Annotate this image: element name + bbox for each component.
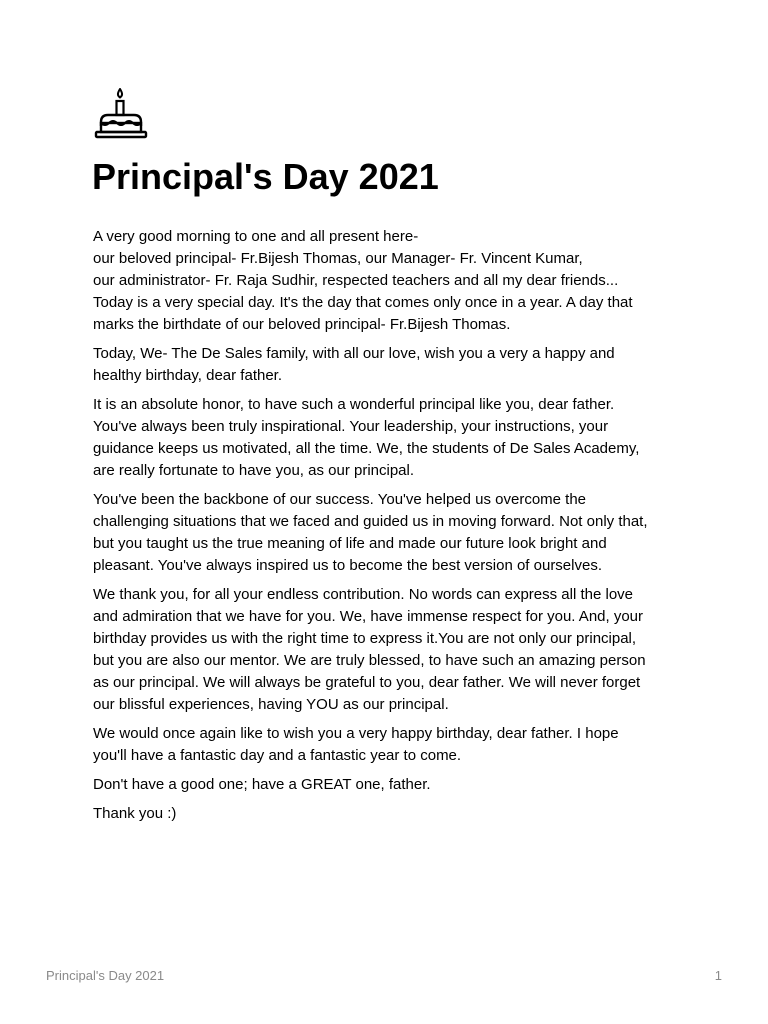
- document-body: [93, 226, 683, 832]
- footer-page-number: 1: [714, 968, 722, 983]
- text-line: A very good morning to one and all present here-: [93, 228, 419, 245]
- text-line: challenging situations that we faced and guided us in moving forward. Not only that,: [93, 513, 648, 530]
- text-line: We would once again like to wish you a very happy birthday, dear father. I hope: [93, 725, 619, 742]
- paragraph-honor: [93, 394, 683, 482]
- text-line: We thank you, for all your endless contribution. No words can express all the love: [93, 586, 633, 603]
- paragraph-great-one: [93, 774, 683, 796]
- text-line: You've been the backbone of our success. You've helped us overcome the: [93, 491, 587, 508]
- text-line: Today is a very special day. It's the day that comes only once in a year. A day that: [93, 294, 633, 311]
- text-line: Don't have a good one; have a GREAT one, father.: [93, 776, 431, 793]
- text-line: as our principal. We will always be grateful to you, dear father. We will never forget: [93, 674, 641, 691]
- text-line: pleasant. You've always inspired us to become the best version of ourselves.: [93, 557, 602, 574]
- text-line: marks the birthdate of our beloved principal- Fr.Bijesh Thomas.: [93, 316, 511, 333]
- paragraph-thanks: [93, 584, 683, 716]
- text-line: Today, We- The De Sales family, with all our love, wish you a very a happy and: [93, 345, 615, 362]
- text-line: Thank you :): [93, 805, 177, 822]
- text-line: You've always been truly inspirational. Your leadership, your instructions, your: [93, 418, 609, 435]
- text-line: but you taught us the true meaning of life and made our future look bright and: [93, 535, 607, 552]
- text-line: are really fortunate to have you, as our principal.: [93, 462, 415, 479]
- paragraph-greeting: [93, 226, 683, 336]
- birthday-cake-icon: [94, 88, 148, 140]
- paragraph-closing-wish: [93, 723, 683, 767]
- text-line: It is an absolute honor, to have such a wonderful principal like you, dear father.: [93, 396, 615, 413]
- text-line: our blissful experiences, having YOU as our principal.: [93, 696, 449, 713]
- document-title: Principal's Day 2021: [92, 156, 439, 197]
- text-line: birthday provides us with the right time to express it.You are not only our principal,: [93, 630, 637, 647]
- text-line: healthy birthday, dear father.: [93, 367, 283, 384]
- paragraph-backbone: [93, 489, 683, 577]
- text-line: you'll have a fantastic day and a fantastic year to come.: [93, 747, 462, 764]
- paragraph-wishes: [93, 343, 683, 387]
- text-line: guidance keeps us motivated, all the time. We, the students of De Sales Academy,: [93, 440, 640, 457]
- text-line: and admiration that we have for you. We, have immense respect for you. And, your: [93, 608, 644, 625]
- paragraph-thank-you: [93, 803, 683, 825]
- footer-title: Principal's Day 2021: [46, 968, 165, 983]
- text-line: our administrator- Fr. Raja Sudhir, respected teachers and all my dear friends...: [93, 272, 619, 289]
- text-line: but you are also our mentor. We are truly blessed, to have such an amazing person: [93, 652, 646, 669]
- text-line: our beloved principal- Fr.Bijesh Thomas, our Manager- Fr. Vincent Kumar,: [93, 250, 583, 267]
